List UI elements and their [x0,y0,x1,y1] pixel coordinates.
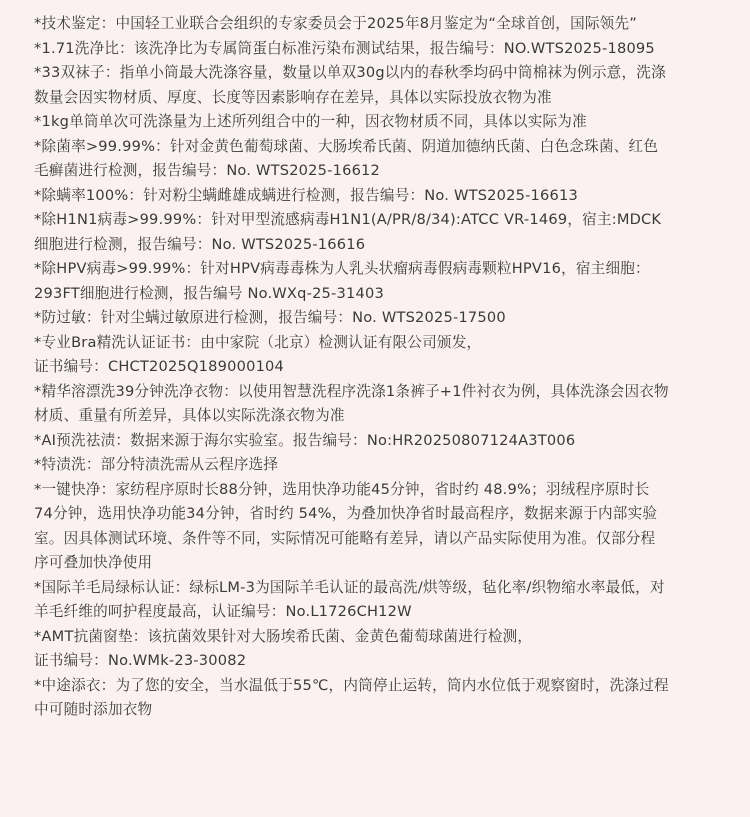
note-line: 羊毛纤维的呵护程度最高，认证编号：No.L1726CH12W [34,603,412,620]
note-line: *1.71洗净比：该洗净比为专属筒蛋白标准污染布测试结果，报告编号：NO.WTS2025-18095 [34,39,655,57]
note-line: *特渍洗：部分特渍洗需从云程序选择 [34,456,279,473]
note-line: 证书编号：CHCT2025Q189000104 [34,358,285,375]
note-line: 证书编号：No.WMk-23-30082 [34,652,247,669]
note-line: *AMT抗菌窗垫：该抗菌效果针对大肠埃希氏菌、金黄色葡萄球菌进行检测， [34,627,533,645]
note-line: 293FT细胞进行检测，报告编号 No.WXq-25-31403 [34,284,384,302]
note-line: 室。因具体测试环境、条件等不同，实际情况可能略有差异，请以产品实际使用为准。仅部分程 [34,529,656,547]
note-line: *AI预洗祛渍：数据来源于海尔实验室。报告编号：No:HR20250807124A3T006 [34,431,576,449]
note-line: *除菌率>99.99%：针对金黄色葡萄球菌、大肠埃希氏菌、阴道加德纳氏菌、白色念珠菌、红色 [34,137,659,155]
note-line: *专业Bra精洗认证证书：由中家院（北京）检测认证有限公司颁发， [34,333,482,351]
note-line: *除HPV病毒>99.99%：针对HPV病毒毒株为人乳头状瘤病毒假病毒颗粒HPV16，宿主细胞： [34,260,650,277]
note-line: 序可叠加快净使用 [34,554,153,571]
note-line: *一键快净：家纺程序原时长88分钟，选用快净功能45分钟，省时约 48.9%；羽绒程序原时长 [34,480,650,498]
note-line: *1kg单筒单次可洗涤量为上述所列组合中的一种，因衣物材质不同，具体以实际为准 [34,113,587,130]
note-line: 74分钟，选用快净功能34分钟，省时约 54%，为叠加快净省时最高程序，数据来源于内部实验 [34,505,658,522]
note-line: 材质、重量有所差异，具体以实际洗涤衣物为准 [34,407,345,424]
note-line: 中可随时添加衣物 [34,701,153,718]
note-line: *中途添衣：为了您的安全，当水温低于55℃，内筒停止运转，筒内水位低于观察窗时，洗涤过程 [34,676,669,694]
note-line: *除H1N1病毒>99.99%：针对甲型流感病毒H1N1(A/PR/8/34):ATCC VR-1469，宿主:MDCK [34,211,662,228]
note-line: *33双袜子：指单小筒最大洗涤容量，数量以单双30g以内的春秋季均码中筒棉袜为例示意，洗涤 [34,64,666,81]
note-line: *精华溶漂洗39分钟洗净衣物：以使用智慧洗程序洗涤1条裤子+1件衬衣为例，具体洗涤会因衣物 [34,382,669,400]
note-line: *技术鉴定：中国轻工业联合会组织的专家委员会于2025年8月鉴定为“全球首创，国际领先” [34,15,638,32]
note-line: *除螨率100%：针对粉尘螨雌雄成螨进行检测，报告编号：No. WTS2025-16613 [34,186,578,204]
note-line: *国际羊毛局绿标认证：绿标LM-3为国际羊毛认证的最高洗/烘等级，毡化率/织物缩水率最低，对 [34,578,665,596]
note-line: 细胞进行检测，报告编号：No. WTS2025-16616 [34,235,366,253]
note-line: 毛癣菌进行检测，报告编号：No. WTS2025-16612 [34,162,381,179]
note-line: *防过敏：针对尘螨过敏原进行检测，报告编号：No. WTS2025-17500 [34,309,506,326]
note-line: 数量会因实物材质、厚度、长度等因素影响存在差异，具体以实际投放衣物为准 [34,88,552,106]
